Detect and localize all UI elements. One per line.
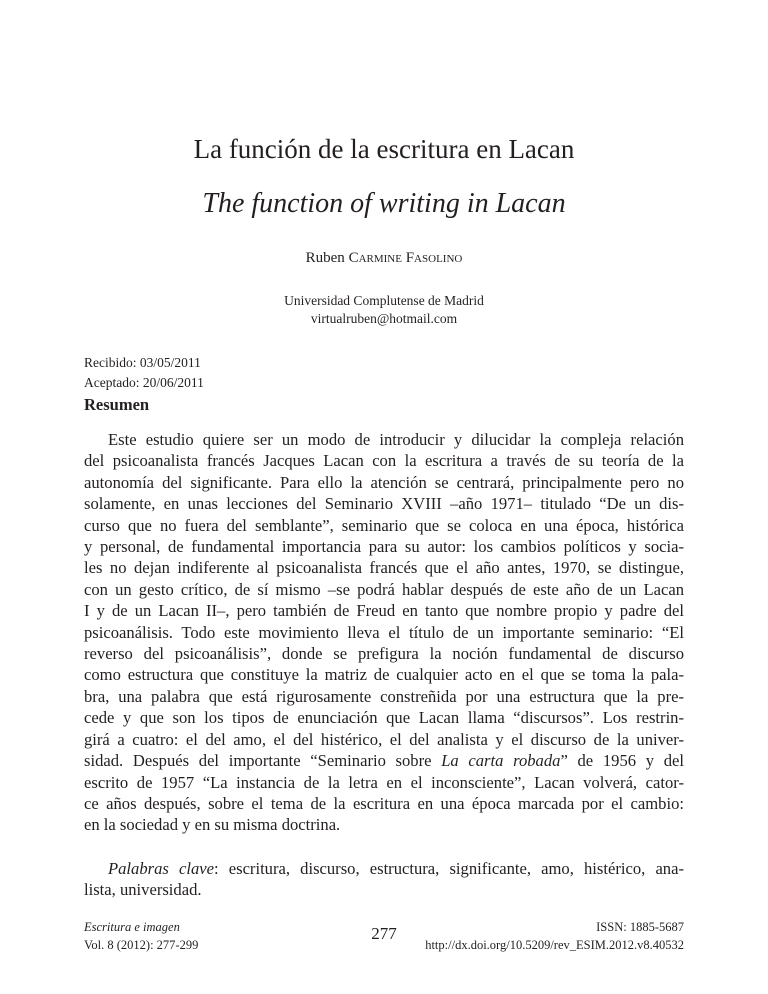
journal-name: Escritura e imagen [84, 920, 180, 934]
page-number: 277 [371, 924, 397, 943]
abstract-line: autonomía del significante. Para ello la atención se centrará, principalmente pero no [84, 472, 684, 492]
journal-volume: Vol. 8 (2012): 277-299 [84, 938, 199, 952]
footer-identifiers [425, 918, 684, 954]
affiliation-block [0, 292, 768, 328]
abstract-line: Este estudio quiere ser un modo de introducir y dilucidar la compleja relación [108, 430, 684, 449]
article-subtitle: The function of writing in Lacan [202, 188, 566, 219]
keywords-line: lista, universidad. [84, 880, 202, 900]
doi-link[interactable]: http://dx.doi.org/10.5209/rev_ESIM.2012.v8.40532 [425, 938, 684, 952]
abstract-line: en la sociedad y en su misma doctrina. [84, 815, 341, 835]
author-middle: Carmine [348, 250, 402, 266]
author-first: Ruben [305, 250, 345, 266]
article-title: La función de la escritura en Lacan [193, 134, 575, 164]
abstract-line: I y de un Lacan II–, pero también de Freud en tanto que nombre propio y padre del [84, 601, 684, 621]
accepted-date: Aceptado: 20/06/2011 [84, 375, 204, 390]
dates-block [84, 353, 204, 393]
text: ” de 1956 y del [560, 751, 684, 771]
author-email: virtualruben@hotmail.com [310, 311, 458, 326]
italic-title: La carta robada [441, 751, 561, 771]
keywords-line [84, 858, 684, 879]
abstract-line: cede y que son los tipos de enunciación que Lacan llama “discursos”. Los restrin- [84, 708, 684, 728]
keywords [84, 858, 684, 901]
abstract-heading: Resumen [84, 395, 150, 414]
abstract-line: con un gesto crítico, de sí mismo –se podrá hablar después de este año de un Lacan [84, 579, 684, 599]
abstract-line: escrito de 1957 “La instancia de la letra en el inconsciente”, Lacan volverá, cator- [84, 772, 684, 792]
abstract-line: del psicoanalista francés Jacques Lacan con la escritura a través de su teoría de la [84, 451, 684, 471]
keywords-text: : escritura, discurso, estructura, significante, amo, histérico, ana- [214, 859, 684, 878]
abstract-line: psicoanálisis. Todo este movimiento lleva el título de un importante seminario: “El [84, 622, 684, 642]
abstract-line: y personal, de fundamental importancia para su autor: los cambios políticos y socia- [84, 537, 684, 557]
abstract-line: bra, una palabra que está rigurosamente constreñida por una estructura que la pre- [84, 686, 684, 706]
received-date: Recibido: 03/05/2011 [84, 355, 201, 370]
abstract-line: curso que no fuera del semblante”, seminario que se coloca en una época, histórica [84, 515, 684, 535]
abstract-body [84, 429, 684, 836]
abstract-line: ce años después, sobre el tema de la escritura en una época marcada por el cambio: [84, 793, 684, 813]
author-name [0, 250, 768, 267]
keywords-label: Palabras clave [108, 859, 214, 878]
abstract-line: reverso del psicoanálisis”, donde se prefigura la noción fundamental de discurso [84, 644, 684, 664]
abstract-line: como estructura que constituye la matriz de cualquier acto en el que se toma la pala- [84, 665, 684, 685]
abstract-line [84, 750, 684, 771]
abstract-line: solamente, en unas lecciones del Seminario XVIII –año 1971– titulado “De un dis- [84, 494, 684, 514]
abstract-line: girá a cuatro: el del amo, el del histérico, el del analista y el discurso de la univer- [84, 729, 684, 749]
text: sidad. Después del importante “Seminario sobre [84, 751, 442, 771]
abstract-line: les no dejan indiferente al psicoanalista francés que el año antes, 1970, se distingue, [84, 558, 684, 578]
issn: ISSN: 1885-5687 [596, 920, 684, 934]
affiliation: Universidad Complutense de Madrid [284, 293, 484, 308]
author-last: Fasolino [405, 250, 463, 266]
